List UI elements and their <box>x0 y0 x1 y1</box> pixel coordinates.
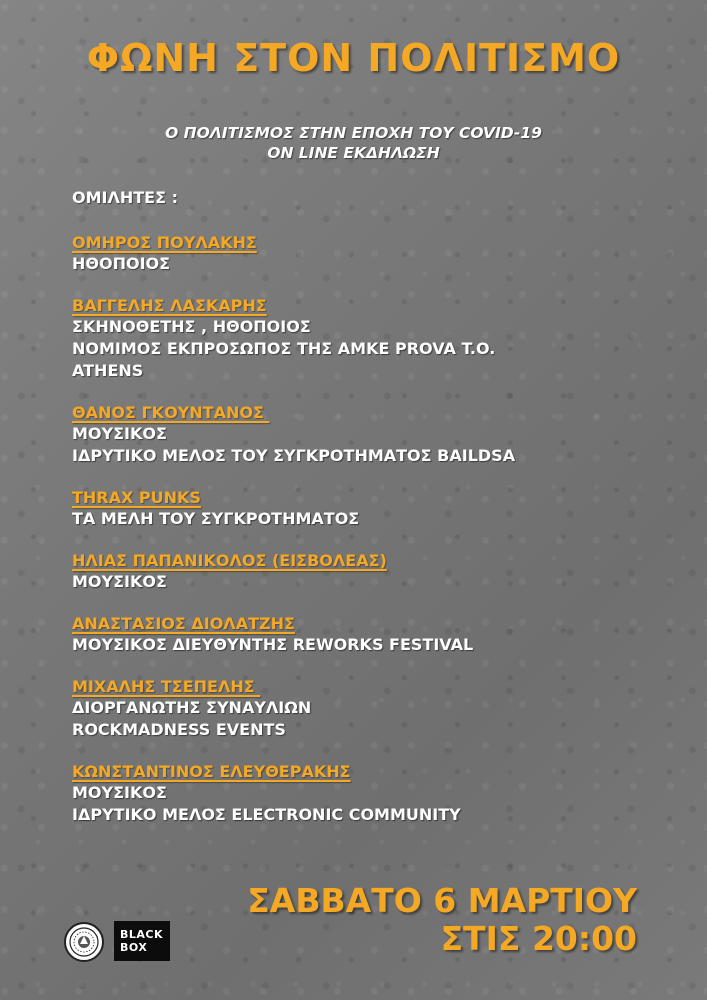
speaker-entry <box>72 550 692 593</box>
speaker-role: ΣΚΗΝΟΘΕΤΗΣ , ΗΘΟΠΟΙΟΣ <box>72 317 311 336</box>
poster-subtitle <box>0 123 707 163</box>
speaker-name: ΘΑΝΟΣ ΓΚΟΥΝΤΑΝΟΣ <box>72 403 270 422</box>
speaker-role: ΜΟΥΣΙΚΟΣ <box>72 783 167 802</box>
speaker-role: ΙΔΡΥΤΙΚΟ ΜΕΛΟΣ ELECTRONIC COMMUNITY <box>72 805 461 824</box>
speaker-entry <box>72 676 692 741</box>
speaker-entry <box>72 402 692 467</box>
speaker-name: ΒΑΓΓΕΛΗΣ ΛΑΣΚΑΡΗΣ <box>72 296 267 315</box>
speaker-role: ΝΟΜΙΜΟΣ ΕΚΠΡΟΣΩΠΟΣ ΤΗΣ ΑΜΚΕ PROVA T.O. <box>72 339 496 358</box>
event-date-time: ΣΤΙΣ 20:00 <box>440 919 637 958</box>
blackbox-logo-line-1: BLACK <box>120 928 164 941</box>
speaker-role: ΤΑ ΜΕΛΗ ΤΟΥ ΣΥΓΚΡΟΤΗΜΑΤΟΣ <box>72 509 360 528</box>
event-date-day: ΣΑΒΒΑΤΟ 6 ΜΑΡΤΙΟΥ <box>247 881 637 920</box>
speaker-role: ΜΟΥΣΙΚΟΣ <box>72 572 167 591</box>
speaker-role: ATHENS <box>72 361 144 380</box>
speaker-role: ΗΘΟΠΟΙΟΣ <box>72 254 171 273</box>
speaker-entry <box>72 295 692 382</box>
speaker-name: ΑΝΑΣΤΑΣΙΟΣ ΔΙΟΛΑΤΖΗΣ <box>72 614 295 633</box>
speaker-role: ΙΔΡΥΤΙΚΟ ΜΕΛΟΣ ΤΟΥ ΣΥΓΚΡΟΤΗΜΑΤΟΣ BAILDSA <box>72 446 516 465</box>
speakers-label: ΟΜΙΛΗΤΕΣ : <box>72 188 178 207</box>
speaker-role: ΜΟΥΣΙΚΟΣ ΔΙΕΥΘΥΝΤΗΣ REWORKS FESTIVAL <box>72 635 474 654</box>
subtitle-line-2: ON LINE ΕΚΔΗΛΩΣΗ <box>267 144 440 162</box>
speakers-list <box>72 232 692 846</box>
speaker-entry <box>72 761 692 826</box>
speaker-entry <box>72 487 692 530</box>
seal-graphic <box>66 924 102 960</box>
blackbox-logo-line-2: BOX <box>120 941 148 954</box>
poster-title: ΦΩΝΗ ΣΤΟΝ ΠΟΛΙΤΙΣΜΟ <box>86 36 621 80</box>
speaker-role: ΜΟΥΣΙΚΟΣ <box>72 424 167 443</box>
speaker-role: ΔΙΟΡΓΑΝΩΤΗΣ ΣΥΝΑΥΛΙΩΝ <box>72 698 312 717</box>
speaker-name: ΗΛΙΑΣ ΠΑΠΑΝΙΚΟΛΟΣ (ΕΙΣΒΟΛΕΑΣ) <box>72 551 387 570</box>
event-date <box>247 882 637 958</box>
speaker-role: ROCKMADNESS EVENTS <box>72 720 286 739</box>
speaker-name: ΚΩΝΣΤΑΝΤΙΝΟΣ ΕΛΕΥΘΕΡΑΚΗΣ <box>72 762 351 781</box>
subtitle-line-1: Ο ΠΟΛΙΤΙΣΜΟΣ ΣΤΗΝ ΕΠΟΧΗ ΤΟΥ COVID-19 <box>165 124 542 142</box>
blackbox-logo <box>114 921 170 961</box>
speaker-entry <box>72 613 692 656</box>
speaker-name: ΜΙΧΑΛΗΣ ΤΣΕΠΕΛΗΣ <box>72 677 261 696</box>
speaker-entry <box>72 232 692 275</box>
circular-seal-icon <box>64 922 104 962</box>
speaker-name: ΟΜΗΡΟΣ ΠΟΥΛΑΚΗΣ <box>72 233 257 252</box>
speaker-name: THRAX PUNKS <box>72 488 201 507</box>
